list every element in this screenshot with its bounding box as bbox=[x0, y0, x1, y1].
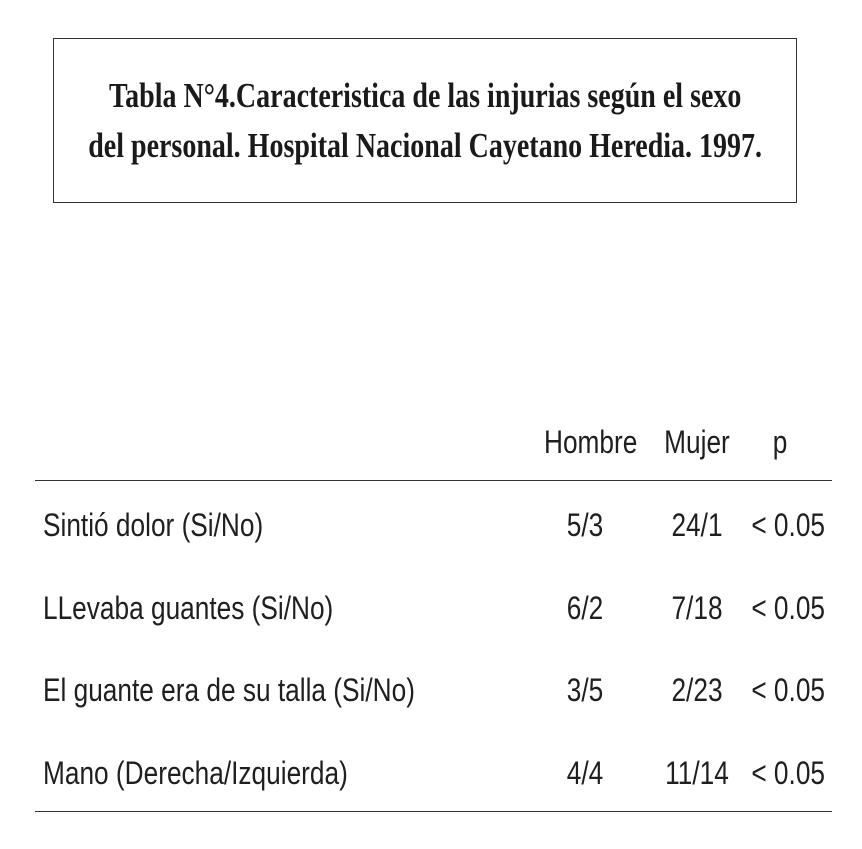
row-mujer-value: 7/18 bbox=[671, 590, 723, 626]
row-mujer-value: 2/23 bbox=[671, 672, 723, 708]
row-p-value: < 0.05 bbox=[751, 672, 825, 708]
row-hombre-value: 4/4 bbox=[566, 755, 604, 791]
header-rule bbox=[35, 480, 832, 481]
row-p-value: < 0.05 bbox=[751, 755, 825, 791]
row-p-value: < 0.05 bbox=[751, 590, 825, 626]
bottom-rule bbox=[35, 811, 832, 812]
row-hombre-value: 3/5 bbox=[566, 672, 604, 708]
row-label: Mano (Derecha/Izquierda) bbox=[43, 755, 348, 791]
table-title-line-1: Tabla N°4.Caracteristica de las injurias según el sexo bbox=[108, 75, 742, 115]
row-mujer-value: 24/1 bbox=[671, 507, 723, 543]
row-mujer-value: 11/14 bbox=[665, 755, 729, 791]
table-title-box bbox=[53, 38, 797, 203]
row-hombre-value: 6/2 bbox=[566, 590, 604, 626]
column-header-p: p bbox=[772, 424, 788, 460]
column-header-mujer: Mujer bbox=[664, 424, 730, 460]
row-label: El guante era de su talla (Si/No) bbox=[43, 672, 415, 708]
row-hombre-value: 5/3 bbox=[566, 507, 604, 543]
row-label: LLevaba guantes (Si/No) bbox=[43, 590, 334, 626]
row-label: Sintió dolor (Si/No) bbox=[43, 507, 264, 543]
table-title-line-2: del personal. Hospital Nacional Cayetano Heredia. 1997. bbox=[88, 125, 762, 165]
row-p-value: < 0.05 bbox=[751, 507, 825, 543]
column-header-hombre: Hombre bbox=[544, 424, 638, 460]
